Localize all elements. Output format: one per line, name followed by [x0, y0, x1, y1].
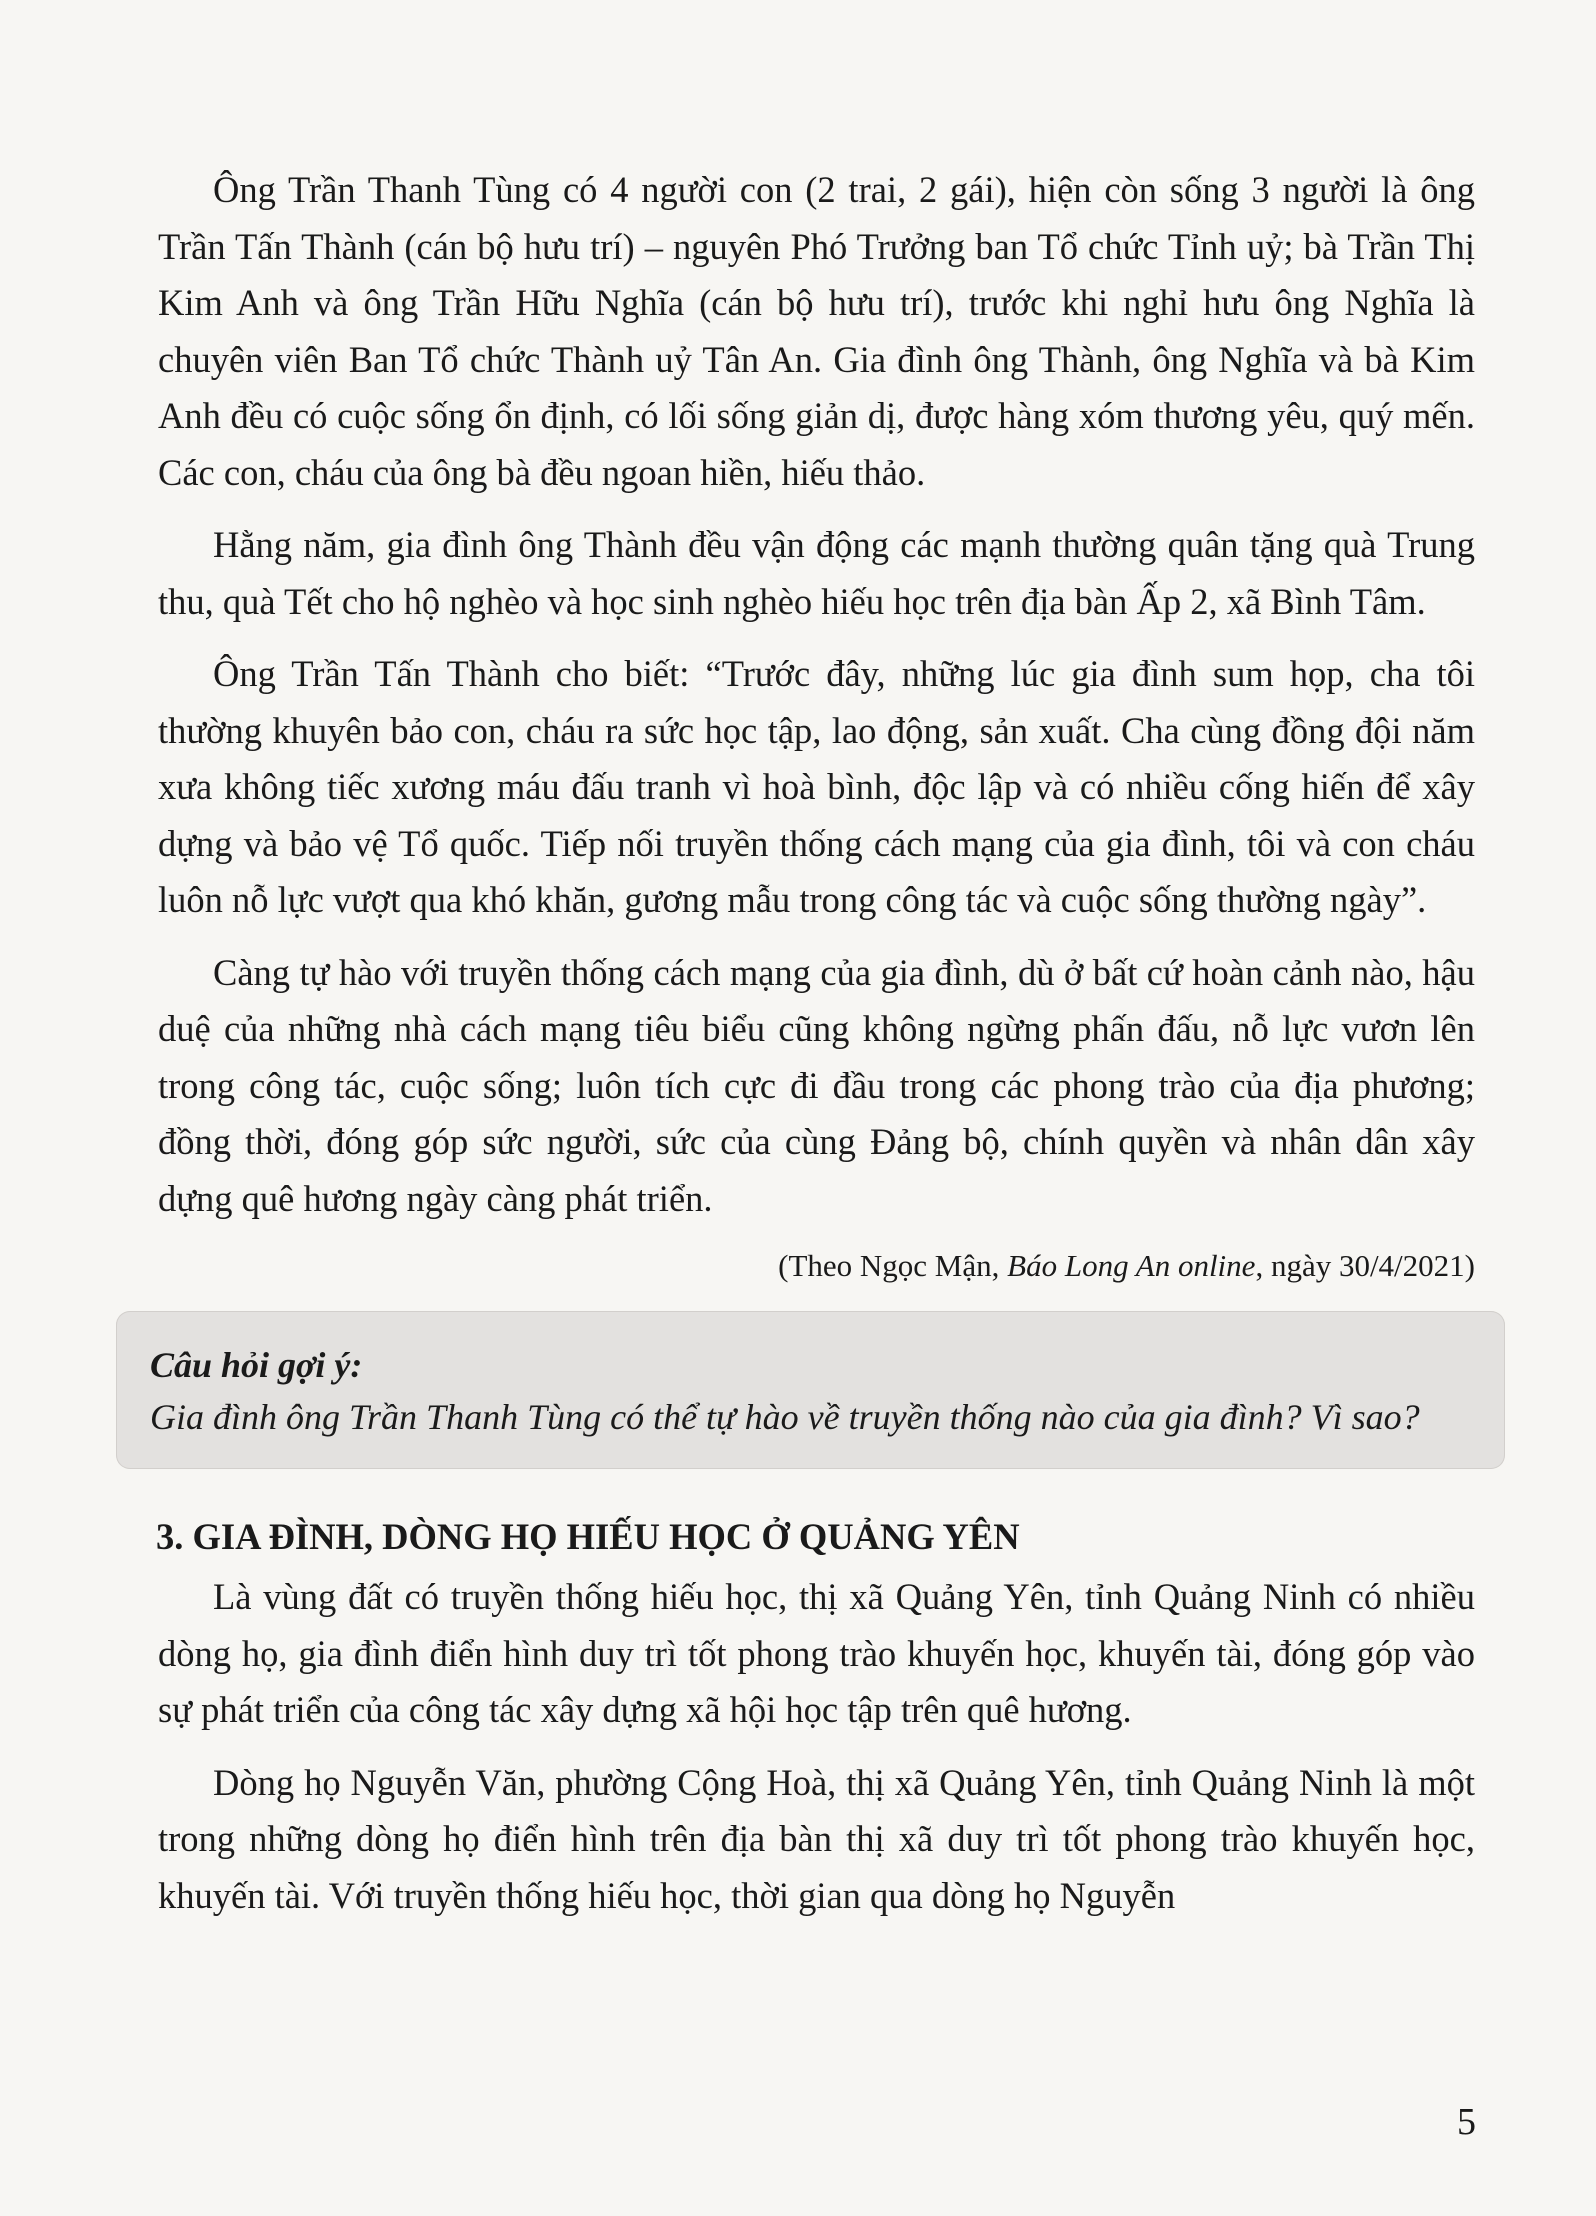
source-citation	[158, 1243, 1475, 1289]
paragraph-pride: Càng tự hào với truyền thống cách mạng của gia đình, dù ở bất cứ hoàn cảnh nào, hậu duệ của những nhà cách mạng tiêu biểu cũng không ngừng phấn đấu, nỗ lực vươn lên trong công tác, cuộc sống; luôn tích cực đi đầu trong các phong trào của địa phương; đồng thời, đóng góp sức người, sức của cùng Đảng bộ, chính quyền và nhân dân xây dựng quê hương ngày càng phát triển.	[158, 951, 1475, 1219]
question-box	[116, 1311, 1505, 1469]
paragraph-family-members: Ông Trần Thanh Tùng có 4 người con (2 trai, 2 gái), hiện còn sống 3 người là ông Trần Tấn Thành (cán bộ hưu trí) – nguyên Phó Trưởng ban Tổ chức Tỉnh uỷ; bà Trần Thị Kim Anh và ông Trần Hữu Nghĩa (cán bộ hưu trí), trước khi nghỉ hưu ông Nghĩa là chuyên viên Ban Tổ chức Thành uỷ Tân An. Gia đình ông Thành, ông Nghĩa và bà Kim Anh đều có cuộc sống ổn định, có lối sống giản dị, được hàng xóm thương yêu, quý mến. Các con, cháu của ông bà đều ngoan hiền, hiếu thảo.	[158, 169, 1475, 493]
section-paragraph-intro: Là vùng đất có truyền thống hiếu học, thị xã Quảng Yên, tỉnh Quảng Ninh có nhiều dòng họ, gia đình điển hình duy trì tốt phong trào khuyến học, khuyến tài, đóng góp vào sự phát triển của công tác xây dựng xã hội học tập trên quê hương.	[158, 1576, 1475, 1730]
page-number: 5	[1457, 2101, 1476, 2143]
section-heading: 3. GIA ĐÌNH, DÒNG HỌ HIẾU HỌC Ở QUẢNG YÊN	[156, 1516, 1020, 1557]
citation-source: Báo Long An online	[1007, 1248, 1256, 1283]
paragraph-charity: Hằng năm, gia đình ông Thành đều vận động các mạnh thường quân tặng quà Trung thu, quà Tết cho hộ nghèo và học sinh nghèo hiếu học trên địa bàn Ấp 2, xã Bình Tâm.	[158, 524, 1475, 622]
citation-prefix: (Theo Ngọc Mận,	[778, 1248, 1008, 1283]
paragraph-quote: Ông Trần Tấn Thành cho biết: “Trước đây, những lúc gia đình sum họp, cha tôi thường khuyên bảo con, cháu ra sức học tập, lao động, sản xuất. Cha cùng đồng đội năm xưa không tiếc xương máu đấu tranh vì hoà bình, độc lập và có nhiều cống hiến để xây dựng và bảo vệ Tổ quốc. Tiếp nối truyền thống cách mạng của gia đình, tôi và con cháu luôn nỗ lực vượt qua khó khăn, gương mẫu trong công tác và cuộc sống thường ngày”.	[158, 653, 1475, 920]
question-text: Gia đình ông Trần Thanh Tùng có thể tự hào về truyền thống nào của gia đình? Vì sao?	[150, 1397, 1420, 1437]
citation-suffix: , ngày 30/4/2021)	[1255, 1248, 1475, 1283]
question-title: Câu hỏi gợi ý:	[150, 1345, 363, 1385]
page-content	[150, 162, 1475, 1940]
section-paragraph-nguyen-van: Dòng họ Nguyễn Văn, phường Cộng Hoà, thị xã Quảng Yên, tỉnh Quảng Ninh là một trong những dòng họ điển hình trên địa bàn thị xã duy trì tốt phong trào khuyến học, khuyến tài. Với truyền thống hiếu học, thời gian qua dòng họ Nguyễn	[158, 1761, 1475, 1916]
